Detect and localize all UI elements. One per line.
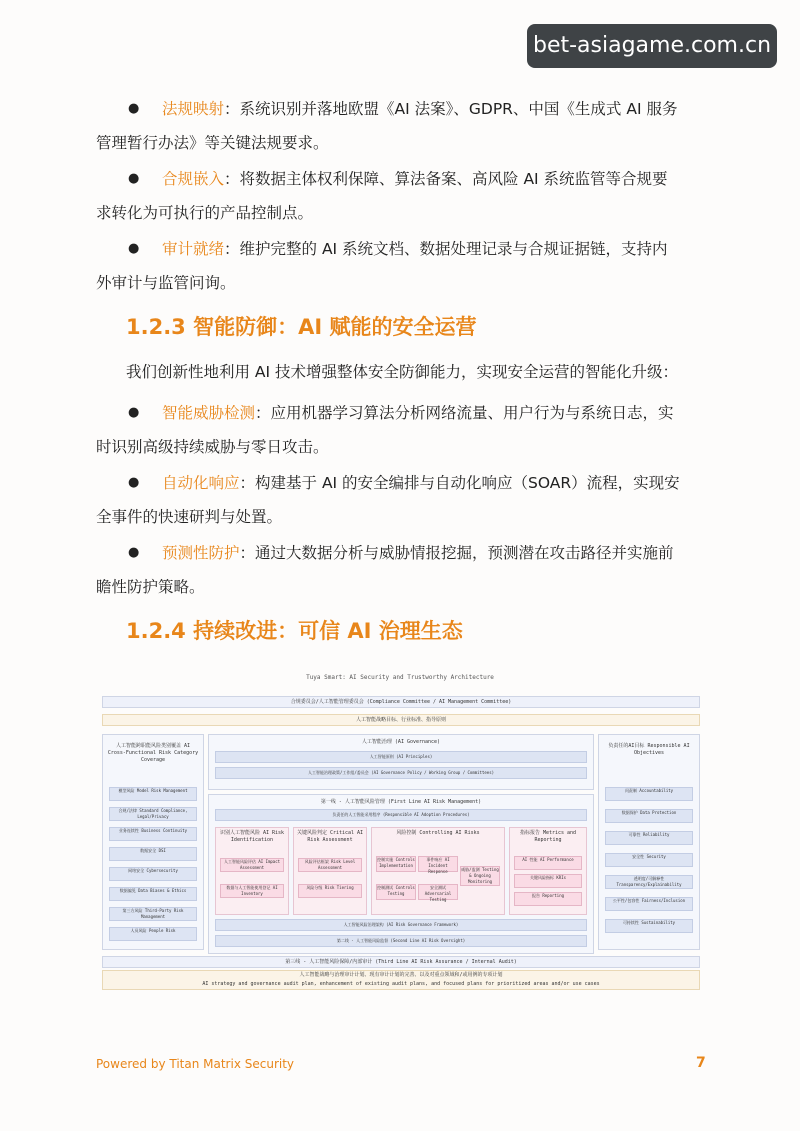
bullet-dot-icon: ● xyxy=(128,171,140,186)
bullet-text: ：将数据主体权利保障、算法备案、高风险 AI 系统监管等合规要 xyxy=(224,170,668,188)
bullet-dot-icon: ● xyxy=(128,405,140,420)
column-chip: 风险分级 Risk Tiering xyxy=(298,884,362,898)
column-title: 风险控制 Controlling AI Risks xyxy=(396,830,480,836)
column-chip: 关键风险指标 KRIs xyxy=(514,874,582,888)
risk-chip: 数据安全 DSI xyxy=(109,847,197,861)
first-line-title: 第一线 - 人工智能风险管理 (First Line AI Risk Management) xyxy=(320,799,482,805)
bullet-text: ：系统识别并落地欧盟《AI 法案》、GDPR、中国《生成式 AI 服务 xyxy=(224,100,678,118)
risk-chip: 网络安全 Cybersecurity xyxy=(109,867,197,881)
governance-title: 人工智能治理 (AI Governance) xyxy=(361,739,441,745)
column-chip: 报告 Reporting xyxy=(514,892,582,906)
risk-column xyxy=(509,827,587,915)
risk-chip: 模型风险 Model Risk Management xyxy=(109,787,197,801)
left-risk-panel xyxy=(102,734,204,950)
risk-column xyxy=(293,827,367,915)
column-title: 识别人工智能风险 AI Risk Identification xyxy=(219,830,285,843)
risk-chip: 第三方风险 Third-Party Risk Management xyxy=(109,907,197,921)
bullet-text-cont: 管理暂行办法》等关键法规要求。 xyxy=(96,134,329,152)
bullet-item xyxy=(96,466,708,534)
bullet-text: ：维护完整的 AI 系统文档、数据处理记录与合规证据链，支持内 xyxy=(224,240,668,258)
committee-band: 合规委员会/人工智能管理委员会 (Compliance Committee / AI Management Committee) xyxy=(102,696,700,708)
section-title-124: 1.2.4 持续改进：可信 AI 治理生态 xyxy=(126,619,463,643)
audit-band xyxy=(102,970,700,990)
right-objectives-panel xyxy=(598,734,700,950)
principles-chip: 人工智能原则 (AI Principles) xyxy=(215,751,587,763)
column-chip: 控制测试 Controls Testing xyxy=(376,884,416,900)
risk-column xyxy=(371,827,505,915)
section-title-123: 1.2.3 智能防御：AI 赋能的安全运营 xyxy=(126,315,477,339)
document-body xyxy=(96,92,708,660)
bullet-term: 智能威胁检测 xyxy=(162,404,256,422)
objective-chip: 透明度/可解释性 Transparency/Explainability xyxy=(605,875,693,889)
footer-powered-by: Powered by Titan Matrix Security xyxy=(96,1057,295,1071)
objective-chip: 安全性 Security xyxy=(605,853,693,867)
first-line-panel xyxy=(208,794,594,954)
section-intro: 我们创新性地利用 AI 技术增强整体安全防御能力，实现安全运营的智能化升级： xyxy=(126,363,679,381)
bullet-text-cont: 外审计与监管问询。 xyxy=(96,274,236,292)
audit-text-en: AI strategy and governance audit plan, enhancement of existing audit plans, and focused plans for prioritized areas and/or use cases xyxy=(202,981,600,987)
column-chip: 数据与人工智能使用登记 AI Inventory xyxy=(220,884,284,898)
objective-chip: 公平性/包容性 Fairness/Inclusion xyxy=(605,897,693,911)
bullet-item xyxy=(96,396,708,464)
left-panel-title: 人工智能跨职能风险类别覆盖 AI Cross-Functional Risk Category Coverage xyxy=(107,743,199,763)
governance-panel xyxy=(208,734,594,790)
bullet-item xyxy=(96,232,708,300)
column-chip: 控制实施 Controls Implementation xyxy=(376,856,416,872)
bullet-text-cont: 瞻性防护策略。 xyxy=(96,578,205,596)
third-line-band: 第三线 - 人工智能风险保障/内部审计 (Third Line AI Risk Assurance / Internal Audit) xyxy=(102,956,700,968)
bullet-dot-icon: ● xyxy=(128,241,140,256)
column-title: 关键风险判定 Critical AI Risk Assessment xyxy=(296,830,364,843)
column-chip: 人工智能风险评估 AI Impact Assessment xyxy=(220,858,284,872)
column-chip: 安全测试 Adversarial Testing xyxy=(418,884,458,900)
objective-chip: 问责制 Accountability xyxy=(605,787,693,801)
objective-chip: 可靠性 Reliability xyxy=(605,831,693,845)
bullet-text: ：通过大数据分析与威胁情报挖掘，预测潜在攻击路径并实施前 xyxy=(239,544,674,562)
column-chip: 风险评估框架 Risk Level Assessment xyxy=(298,858,362,872)
bullet-text: ：应用机器学习算法分析网络流量、用户行为与系统日志，实 xyxy=(255,404,674,422)
bullet-text-cont: 时识别高级持续威胁与零日攻击。 xyxy=(96,438,329,456)
bullet-text-cont: 求转化为可执行的产品控制点。 xyxy=(96,204,314,222)
column-chip: 事件响应 AI Incident Response xyxy=(418,856,458,872)
right-panel-title: 负责任的AI目标 Responsible AI Objectives xyxy=(608,743,690,756)
risk-chip: 数据偏见 Data Biases & Ethics xyxy=(109,887,197,901)
bullet-item xyxy=(96,92,708,160)
column-chip: 威胁/监测 Testing & Ongoing Monitoring xyxy=(461,867,499,884)
risk-chip: 人员风险 People Risk xyxy=(109,927,197,941)
bullet-item xyxy=(96,536,708,604)
objective-chip: 数据保护 Data Protection xyxy=(605,809,693,823)
bullet-term: 法规映射 xyxy=(162,100,225,118)
bullet-dot-icon: ● xyxy=(128,101,140,116)
page-number: 7 xyxy=(696,1055,706,1071)
risk-chip: 业务连续性 Business Continuity xyxy=(109,827,197,841)
bullet-dot-icon: ● xyxy=(128,545,140,560)
second-line-chip: 第二线 - 人工智能风险监督 (Second Line AI Risk Oversight) xyxy=(215,935,587,947)
adoption-chip: 负责任的人工智能采用程序 (Responsible AI Adoption Procedures) xyxy=(215,809,587,821)
audit-text-cn: 人工智能战略与治理审计计划、现有审计计划的完善、以及对重点领域和/或用例的专项计划 xyxy=(299,972,503,978)
column-chip: AI 性能 AI Performance xyxy=(514,856,582,870)
bullet-term: 预测性防护 xyxy=(162,544,240,562)
objective-chip: 可持续性 Sustainability xyxy=(605,919,693,933)
architecture-diagram xyxy=(98,672,702,992)
framework-chip: 人工智能风险治理架构 (AI Risk Governance Framework) xyxy=(215,919,587,931)
bullet-dot-icon: ● xyxy=(128,475,140,490)
column-title: 指标报告 Metrics and Reporting xyxy=(519,830,577,843)
policy-chip: 人工智能治理政策/工作组/委员会 (AI Governance Policy / Working Group / Committees) xyxy=(215,767,587,779)
bullet-term: 审计就绪 xyxy=(162,240,225,258)
risk-column xyxy=(215,827,289,915)
diagram-title: Tuya Smart: AI Security and Trustworthy Architecture xyxy=(306,674,494,681)
watermark-badge: bet-asiagame.com.cn xyxy=(527,24,777,68)
bullet-text-cont: 全事件的快速研判与处置。 xyxy=(96,508,283,526)
bullet-item xyxy=(96,162,708,230)
bullet-text: ：构建基于 AI 的安全编排与自动化响应（SOAR）流程，实现安 xyxy=(239,474,680,492)
bullet-term: 自动化响应 xyxy=(162,474,240,492)
committee-sub-band: 人工智能战略目标、行业标准、指导原则 xyxy=(102,714,700,726)
risk-chip: 合规/法律 Standard Compliance, Legal/Privacy xyxy=(109,807,197,821)
bullet-term: 合规嵌入 xyxy=(162,170,225,188)
